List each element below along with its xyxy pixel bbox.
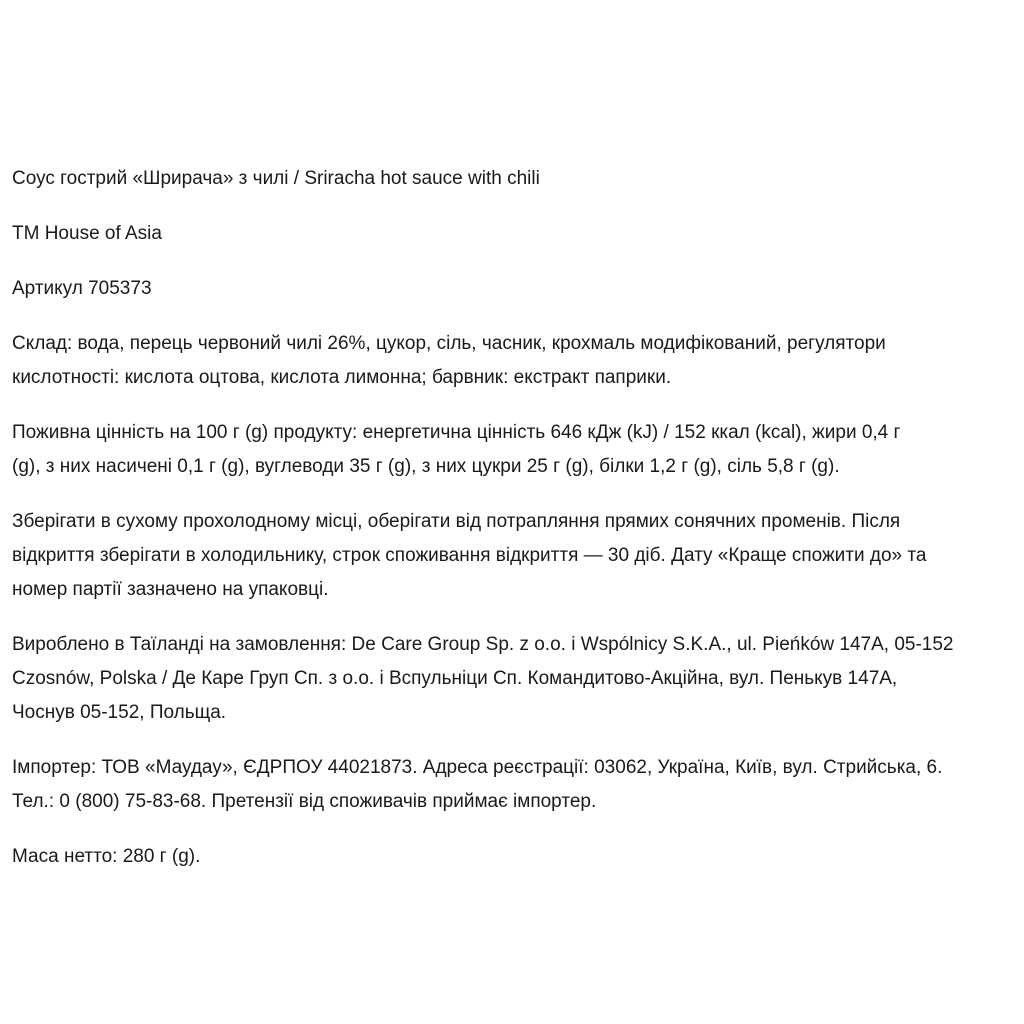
product-label-text xyxy=(12,162,1012,874)
nutrition-line: (g), з них насичені 0,1 г (g), вуглеводи 35 г (g), з них цукри 25 г (g), білки 1,2 г (g), сіль 5,8 г (g). xyxy=(12,456,840,477)
storage-line: Зберігати в сухому прохолодному місці, оберігати від потрапляння прямих сонячних променів. Після xyxy=(12,511,901,532)
net-weight: Маса нетто: 280 г (g). xyxy=(12,846,201,867)
composition-line: кислотності: кислота оцтова, кислота лимонна; барвник: екстракт паприки. xyxy=(12,367,672,388)
nutrition-paragraph xyxy=(12,416,1012,484)
manufacturer-line: Вироблено в Таїланді на замовлення: De Care Group Sp. z o.o. i Wspólnicy S.K.A., ul. Pieńków 147A, 05-152 xyxy=(12,634,954,655)
manufacturer-paragraph xyxy=(12,628,1012,730)
importer-paragraph xyxy=(12,751,1012,819)
storage-line: відкриття зберігати в холодильнику, строк споживання відкриття — 30 діб. Дату «Краще спожити до» та xyxy=(12,545,927,566)
composition-line: Склад: вода, перець червоний чилі 26%, цукор, сіль, часник, крохмаль модифікований, регулятори xyxy=(12,333,886,354)
nutrition-line: Поживна цінність на 100 г (g) продукту: енергетична цінність 646 кДж (kJ) / 152 ккал (kcal), жири 0,4 г xyxy=(12,422,901,443)
storage-line: номер партії зазначено на упаковці. xyxy=(12,579,329,600)
composition-paragraph xyxy=(12,327,1012,395)
manufacturer-line: Czosnów, Polska / Де Каре Груп Сп. з о.о. і Вспульніци Сп. Командитово-Акційна, вул. Пенькув 147А, xyxy=(12,668,898,689)
manufacturer-line: Чоснув 05-152, Польща. xyxy=(12,702,227,723)
storage-paragraph xyxy=(12,505,1012,607)
importer-line: Тел.: 0 (800) 75-83-68. Претензії від споживачів приймає імпортер. xyxy=(12,791,597,812)
article-number: Артикул 705373 xyxy=(12,278,152,299)
product-name: Соус гострий «Шрирача» з чилі / Sriracha hot sauce with chili xyxy=(12,168,540,189)
brand-name: TM House of Asia xyxy=(12,223,162,244)
importer-line: Імпортер: ТОВ «Маудау», ЄДРПОУ 44021873. Адреса реєстрації: 03062, Україна, Київ, вул. Стрийська, 6. xyxy=(12,757,943,778)
